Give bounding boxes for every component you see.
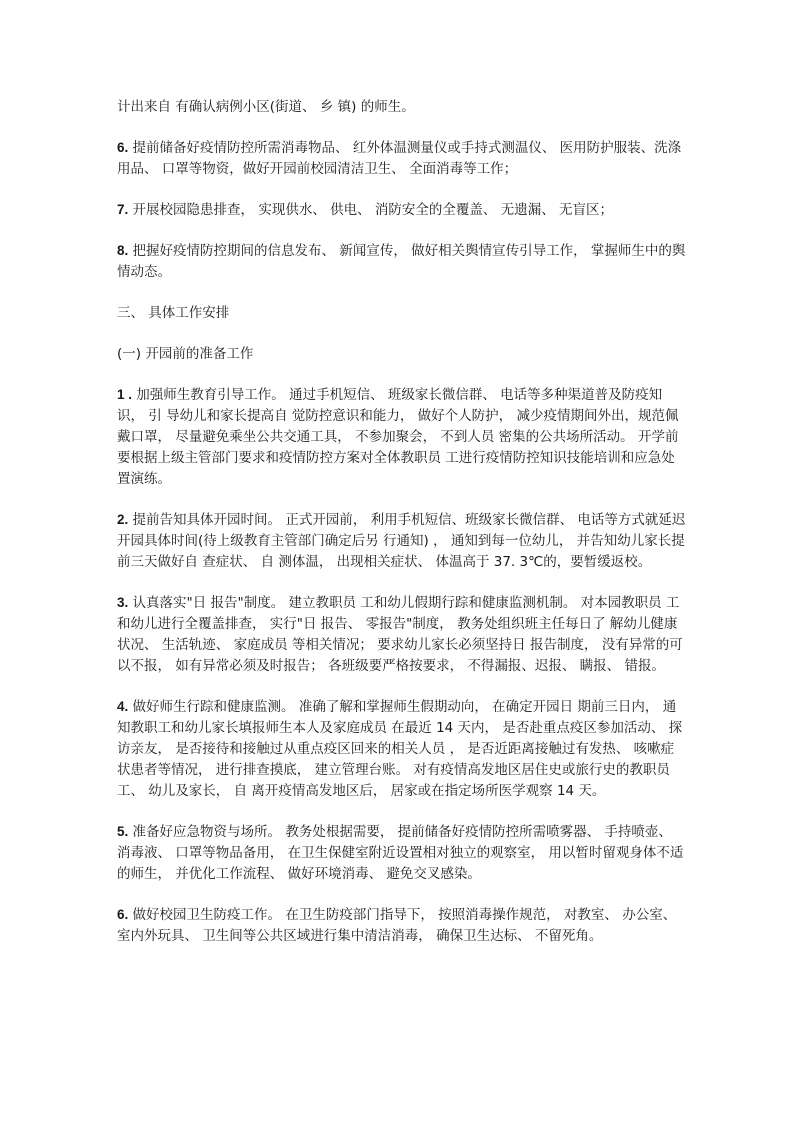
paragraph-text: 做好师生行踪和健康监测。 准确了解和掌握师生假期动向， 在确定开园日 期前三日内， 通知教职工和幼儿家长填报师生本人及家庭成员 在最近 14 天内， 是否赴重点疫区参加活动、 探访亲友， 是否接待和接触过从重点疫区回来的相关人员 ， 是否近距离接触过有发热、 咳嗽症状患者等情况， 进行排查摸底， 建立管理台账。 对有疫情高发地区居住史或旅行史的教职员 工、 幼儿及家长， 自 离开疫情高发地区后， 居家或在指定场所医学观察 14 天。 [117,699,683,799]
paragraph-text: 认真落实"日 报告"制度。 建立教职员 工和幼儿假期行踪和健康监测机制。 对本园教职员 工和幼儿进行全覆盖排查， 实行"日 报告、 零报告"制度， 教务处组织班主任每日了 解幼儿健康状况、 生活轨迹、 家庭成员 等相关情况； 要求幼儿家长必须坚持日 报告制度， 没有异常的可以不报， 如有异常必须及时报告； 各班级要严格按要求， 不得漏报、迟报、 瞒报、 错报。 [117,595,683,674]
item-number: 6. [117,140,129,155]
paragraph-text: 提前储备好疫情防控所需消毒物品、 红外体温测量仪或手持式测温仪、 医用防护服装、洗涤用品、 口罩等物资，做好开园前校园清洁卫生、 全面消毒等工作； [117,140,682,177]
paragraph-item-7-hazard-check [117,199,687,221]
paragraph-text: 开展校园隐患排查， 实现供水、 供电、 消防安全的全覆盖、 无遗漏、 无盲区； [128,202,614,218]
paragraph-continuation [117,96,687,118]
subsection-heading-text: (一) 开园前的准备工作 [117,346,254,362]
item-number: 4. [117,699,129,714]
subsection-heading [117,343,687,365]
paragraph-text: 做好校园卫生防疫工作。 在卫生防疫部门指导下， 按照消毒操作规范， 对教室、 办公室、 室内外玩具、 卫生间等公共区域进行集中清洁消毒， 确保卫生达标、 不留死角。 [117,907,681,944]
document-body [117,96,687,966]
section-heading-text: 三、 具体工作安排 [117,305,230,321]
item-number: 3. [117,595,129,610]
item-number: 6. [117,907,129,922]
paragraph-item-8-information [117,240,687,283]
paragraph-text: 把握好疫情防控期间的信息发布、 新闻宣传， 做好相关舆情宣传引导工作， 掌握师生中的舆情动态。 [117,243,686,280]
item-number: 1 . [117,387,133,402]
section-heading [117,302,687,324]
paragraph-text: 准备好应急物资与场所。 教务处根据需要， 提前储备好疫情防控所需喷雾器、 手持喷壶、 消毒液、 口罩等物品备用， 在卫生保健室附近设置相对独立的观察室， 用以暂时留观身体不适的师生， 并优化工作流程、 做好环境消毒、 避免交叉感染。 [117,824,684,882]
item-number: 8. [117,243,129,258]
paragraph-item-6-campus-hygiene [117,904,687,947]
item-number: 2. [117,512,129,527]
paragraph-item-3-daily-report [117,592,687,677]
paragraph-text: 计出来自 有确认病例小区(街道、 乡 镇) 的师生。 [117,99,415,115]
paragraph-text: 加强师生教育引导工作。 通过手机短信、 班级家长微信群、 电话等多种渠道普及防疫知识， 引 导幼儿和家长提高自 觉防控意识和能力， 做好个人防护， 减少疫情期间外出，规范佩戴口罩， 尽量避免乘坐公共交通工具， 不参加聚会， 不到人员 密集的公共场所活动。 开学前要根据上级主管部门要求和疫情防控方案对全体教职员 工进行疫情防控知识技能培训和应急处置演练。 [117,387,679,487]
paragraph-item-2-opening-time [117,509,687,573]
item-number: 7. [117,202,129,217]
paragraph-item-6-supplies [117,137,687,180]
paragraph-item-1-education [117,384,687,490]
paragraph-item-5-emergency-supplies [117,821,687,885]
item-number: 5. [117,824,129,839]
paragraph-item-4-health-monitoring [117,696,687,802]
paragraph-text: 提前告知具体开园时间。 正式开园前， 利用手机短信、班级家长微信群、 电话等方式就延迟开园具体时间(待上级教育主管部门确定后另 行通知) ， 通知到每一位幼儿， 并告知幼儿家长提前三天做好自 查症状、 自 测体温， 出现相关症状、 体温高于 37. 3℃的，要暂缓返校。 [117,512,686,570]
